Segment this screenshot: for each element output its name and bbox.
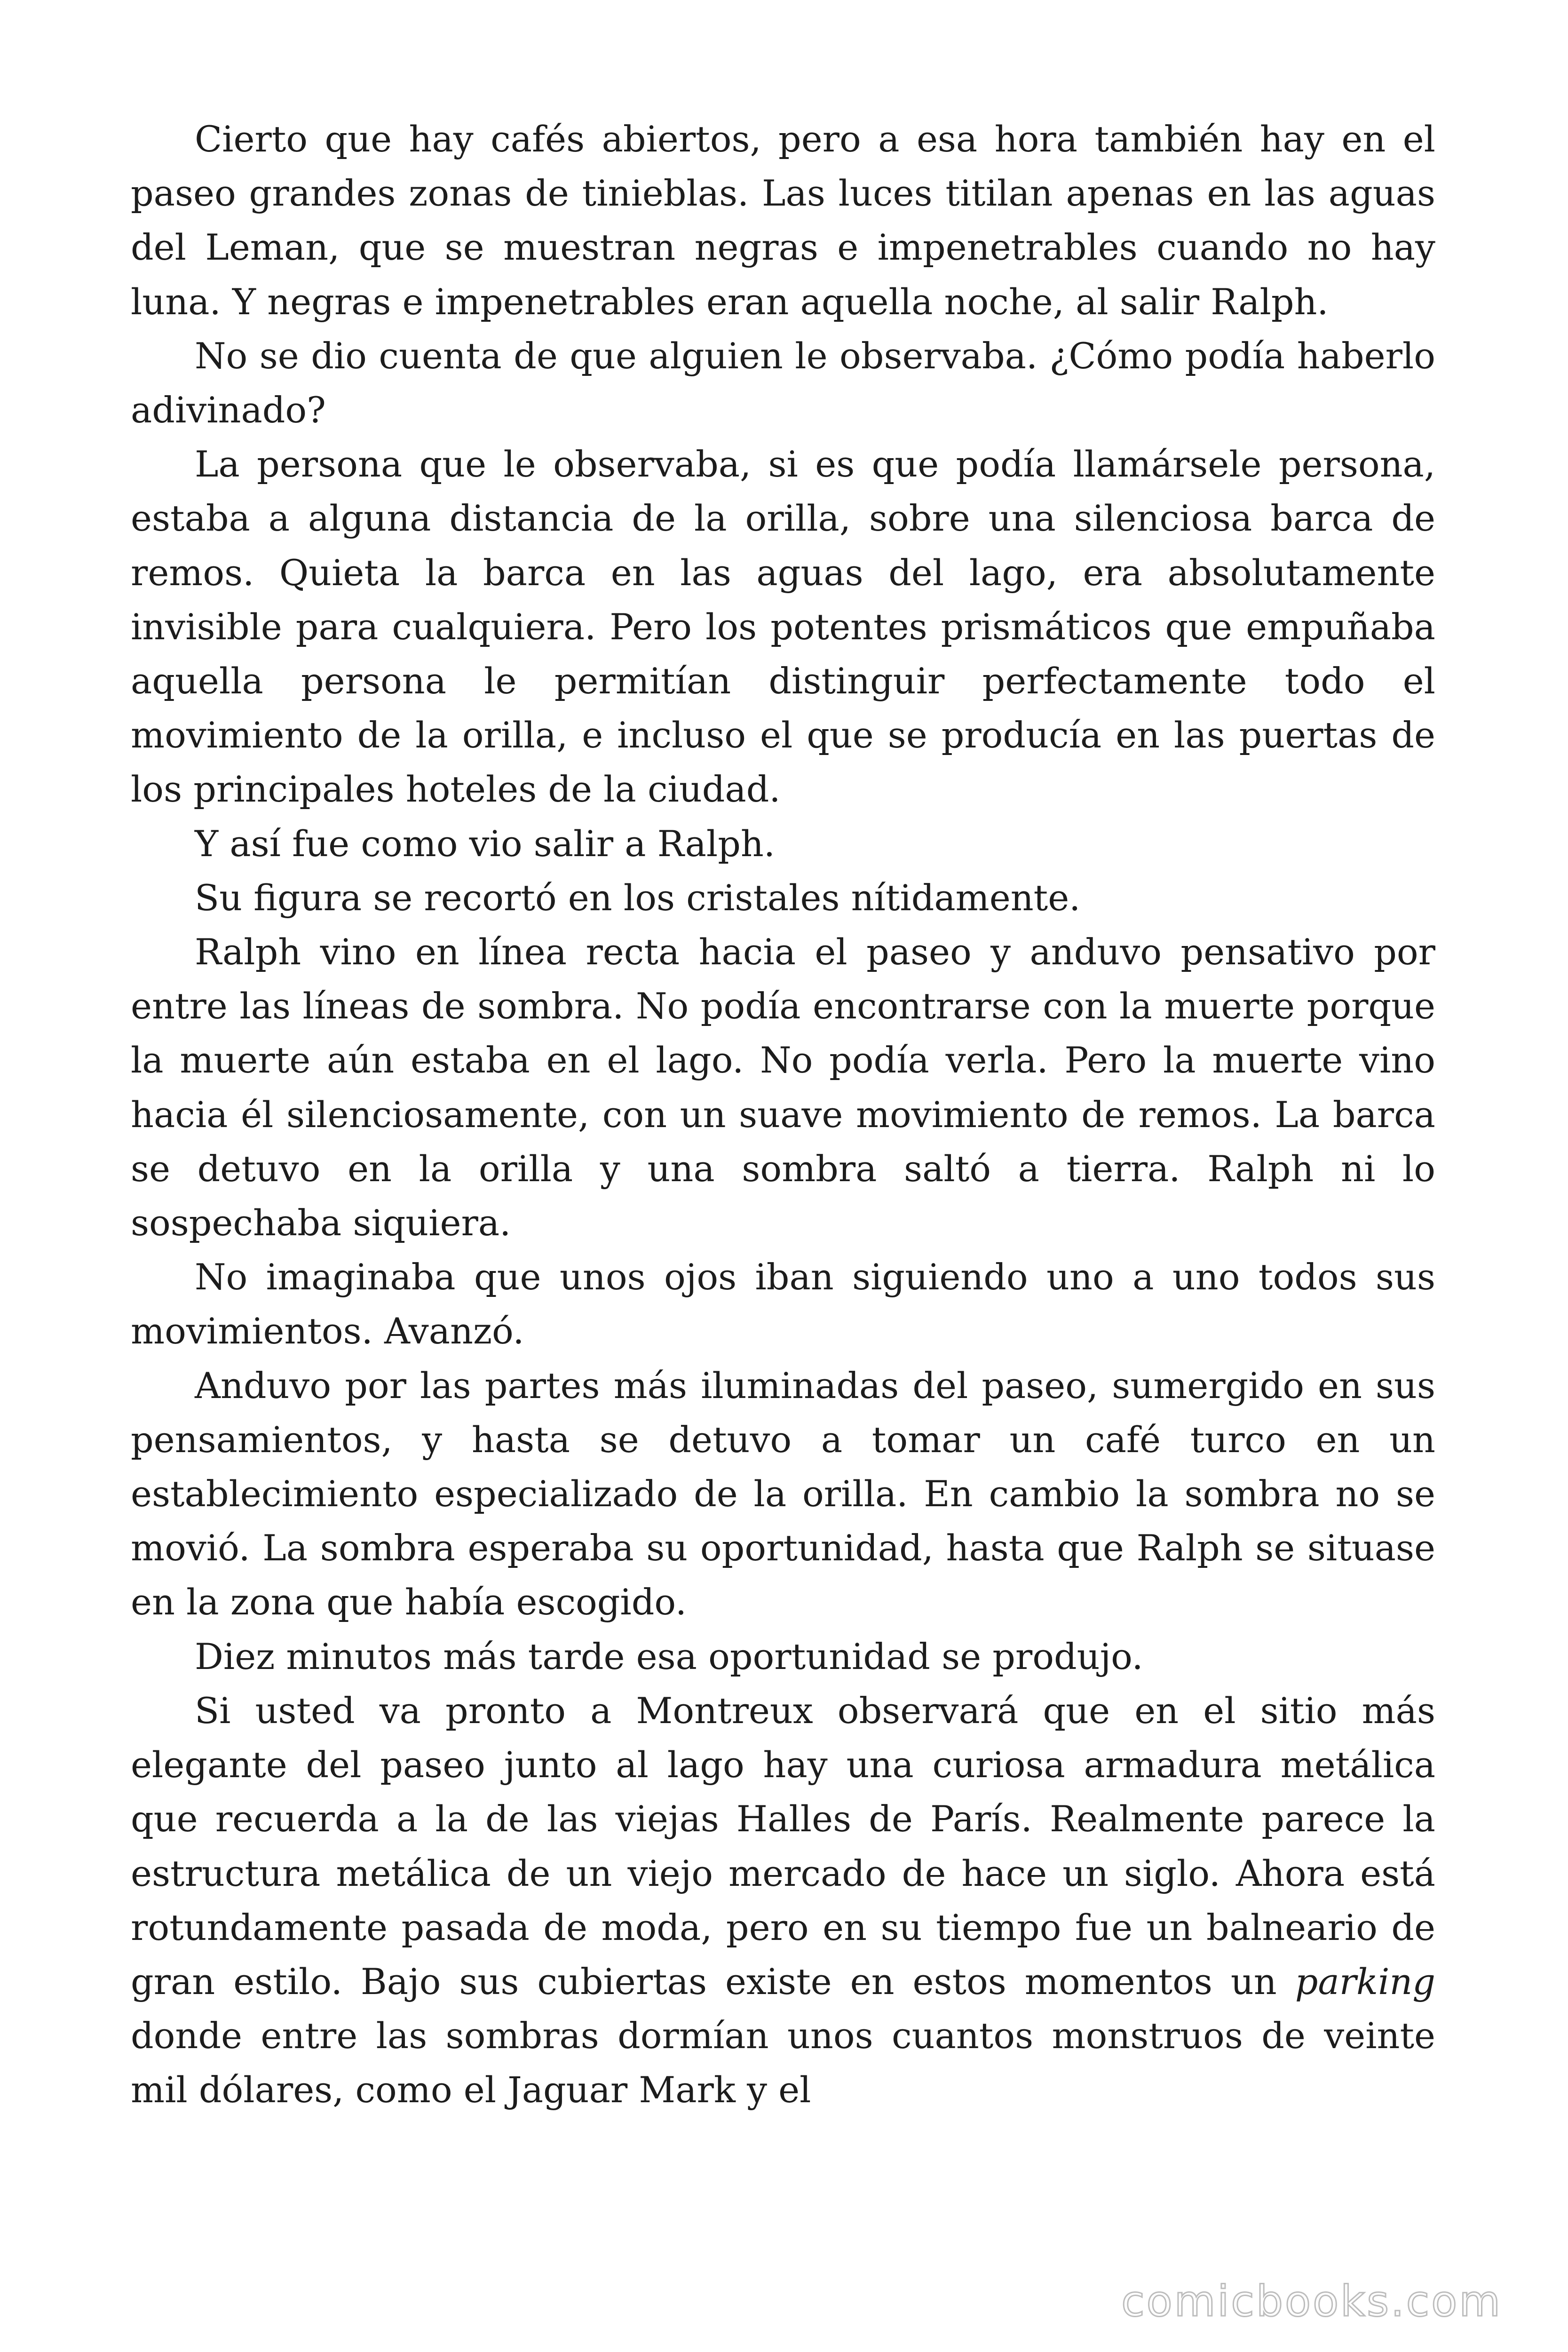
- paragraph-5: Su figura se recortó en los cristales nítidamente.: [195, 876, 1081, 919]
- italic-term: parking: [1295, 1960, 1435, 2002]
- paragraph-6: Ralph vino en línea recta hacia el paseo y anduvo pensativo por entre las líneas de sombra. No podía encontrarse con la muerte porque la muerte aún estaba en el lago. No podía verla. Pero la muerte vino hacia él silenciosamente, con un suave movimiento de remos. La barca se detuvo en la orilla y una sombra saltó a tierra. Ralph ni lo sospechaba siquiera.: [131, 931, 1435, 1244]
- paragraph-1: Cierto que hay cafés abiertos, pero a esa hora también hay en el paseo grandes zonas de tinieblas. Las luces titilan apenas en las aguas del Leman, que se muestran negras e impenetrables cuando no hay luna. Y negras e impenetrables eran aquella noche, al salir Ralph.: [131, 118, 1435, 323]
- paragraph-9: Diez minutos más tarde esa oportunidad se produjo.: [195, 1635, 1143, 1677]
- paragraph-3: La persona que le observaba, si es que podía llamársele persona, estaba a alguna distancia de la orilla, sobre una silenciosa barca de remos. Quieta la barca en las aguas del lago, era absolutamente invisible para cualquiera. Pero los potentes prismáticos que empuñaba aquella persona le permitían distinguir perfectamente todo el movimiento de la orilla, e incluso el que se producía en las puertas de los principales hoteles de la ciudad.: [131, 443, 1435, 810]
- paragraph-4: Y así fue como vio salir a Ralph.: [195, 822, 775, 865]
- paragraph-8: Anduvo por las partes más iluminadas del paseo, sumergido en sus pensamientos, y hasta se detuvo a tomar un café turco en un establecimiento especializado de la orilla. En cambio la sombra no se movió. La sombra esperaba su oportunidad, hasta que Ralph se situase en la zona que había escogido.: [131, 1364, 1435, 1623]
- paragraph-10-text-start: Si usted va pronto a Montreux observará que en el sitio más elegante del paseo junto al lago hay una curiosa armadura metálica que recuerda a la de las viejas Halles de París. Realmente parece la estructura metálica de un viejo mercado de hace un siglo. Ahora está rotundamente pasada de moda, pero en su tiempo fue un balneario de gran estilo. Bajo sus cubiertas existe en estos momentos un: [131, 1689, 1435, 2002]
- paragraph-10: [131, 1684, 1435, 2117]
- paragraph-2: No se dio cuenta de que alguien le observaba. ¿Cómo podía haberlo adivinado?: [131, 334, 1435, 431]
- watermark-logo: comicbooks.com: [1121, 2277, 1502, 2326]
- paragraph-10-text-end: donde entre las sombras dormían unos cuantos monstruos de veinte mil dólares, como el Jaguar Mark y el: [131, 2015, 1435, 2111]
- paragraph-7: No imaginaba que unos ojos iban siguiendo uno a uno todos sus movimientos. Avanzó.: [131, 1256, 1435, 1352]
- body-text: [131, 112, 1435, 2117]
